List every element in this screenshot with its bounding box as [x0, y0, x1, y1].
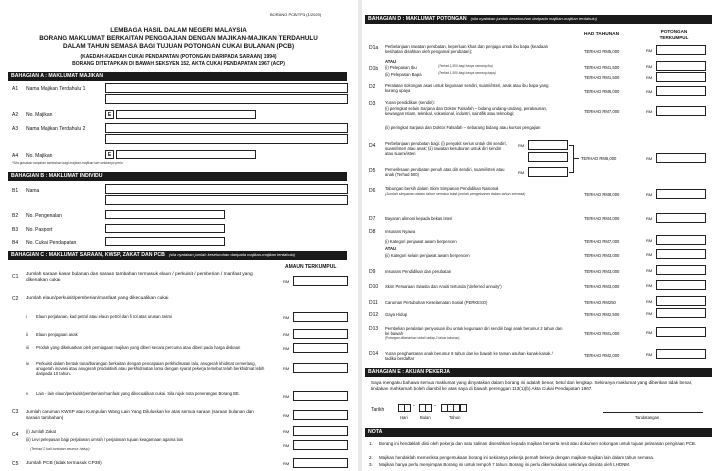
c2-iv-input[interactable]	[293, 363, 348, 373]
d9-limit: TERHAD RM3,000	[584, 269, 620, 274]
d3-limit: TERHAD RM7,000	[584, 109, 620, 114]
d6-num: D6	[369, 188, 376, 194]
c2-v-rm: RM	[283, 394, 290, 399]
d1b-ii-input[interactable]	[656, 72, 706, 82]
header-line3: DALAM TAHUN SEMASA BAGI TUJUAN POTONGAN CUKAI BULANAN (PCB)	[62, 43, 295, 50]
d12-rm: RM	[646, 311, 653, 316]
d12-label: Gaya Hidup	[385, 312, 408, 317]
d12-input[interactable]	[656, 308, 706, 318]
d12-num: D12	[369, 312, 379, 318]
c2-i-label: Elaun perjalanan, kad petrol atau elaun petrol dan fi tol atas urusan rasmi	[36, 314, 172, 319]
d10-input[interactable]	[656, 280, 706, 290]
a3-input-top[interactable]	[105, 123, 348, 133]
date-day-cells[interactable]	[398, 404, 410, 412]
b1-input-bottom[interactable]	[105, 195, 348, 205]
c5-rm: RM	[283, 461, 290, 466]
d1b-i-input[interactable]	[656, 61, 706, 71]
d1a-limit: TERHAD RM5,000	[584, 49, 620, 54]
a3-input-bottom[interactable]	[105, 134, 348, 144]
d5-label: Pemeriksaan perubatan penuh atas diri sendiri, suami/isteri atau anak (Terhad 500)	[385, 167, 505, 178]
d4-bracket-bottom	[569, 172, 574, 173]
c3-label: Jumlah caruman KWSP atau Kumpulan Wang Lain Yang Diluluskan ke atas semua saraan (saraan bulanan dan saraan tambahan)	[26, 409, 254, 420]
nota-item-3: Majikan hanya perlu menyimpan Borang ini untuk tempoh 7 tahun. Borang ini perlu dikemukakan sekiranya diminta oleh LHDNM.	[379, 462, 631, 467]
d7-limit: TERHAD RM4,000	[584, 216, 620, 221]
d13-rm: RM	[646, 330, 653, 335]
a4-input[interactable]	[116, 150, 256, 159]
a3-num: A3	[12, 126, 19, 132]
c2-ii-label: Elaun penjagaan anak	[36, 332, 78, 337]
a1-input-bottom[interactable]	[105, 94, 348, 104]
d9-rm: RM	[646, 268, 653, 273]
d14-label: Yuran penghantaran anak berumur 6 tahun dan ke bawah ke taman asuhan kanak-kanak / tadika berdaftar	[385, 351, 553, 362]
d9-label: Insurans Pendidikan dan perubatan	[385, 269, 452, 274]
d10-label: Skim Persaraan Swasta dan Anuiti tertunda ('deferred annuity')	[385, 284, 502, 289]
c2-i-input[interactable]	[293, 312, 348, 322]
d5-input[interactable]	[528, 167, 568, 177]
d8-label: Insurans Nyawa	[385, 229, 416, 234]
d1b-num: D1b	[369, 66, 379, 72]
c2-num: C2	[12, 296, 19, 302]
c4-i-input[interactable]	[293, 426, 348, 436]
c5-input[interactable]	[293, 458, 348, 468]
right-page	[363, 0, 720, 471]
c2-iii-input[interactable]	[293, 343, 348, 353]
c2-iii-num: iii	[26, 345, 29, 350]
d9-input[interactable]	[656, 265, 706, 275]
d4-total-input[interactable]	[656, 153, 706, 163]
d6-input[interactable]	[656, 189, 706, 199]
signature-line[interactable]	[603, 412, 703, 413]
section-c-header: BAHAGIAN C : MAKLUMAT SARAAN, KWSP, ZAKAT DAN PCB (sila nyatakan jumlah keseluruhan daripada majikan-majikan terdahulu)	[8, 251, 347, 260]
date-year-cells[interactable]	[441, 404, 466, 412]
d13-limit: TERHAD RM1,000	[584, 331, 620, 336]
c2-iv-rm: RM	[283, 366, 290, 371]
d2-label: Peralatan sokongan asas untuk kegunaan sendiri, suami/isteri, anak atau ibu bapa yang kurang upaya	[385, 83, 549, 94]
c2-v-num: v	[26, 391, 29, 396]
a4-label: No. Majikan	[26, 153, 53, 159]
d13-note: (Potongan dibenarkan sekali setiap 2 tahun taksiran)	[385, 336, 460, 340]
left-page	[0, 0, 357, 471]
d11-rm: RM	[646, 299, 653, 304]
d-col-limit: HAD TAHUNAN	[584, 32, 620, 37]
d3-label: Yuran pendidikan (sendiri):	[385, 100, 435, 105]
c4-ii-label: (ii) Levi pelepasan bagi perjalanan umrah / perjalanan tujuan keagamaan agama lain	[26, 437, 184, 442]
section-a-header: BAHAGIAN A : MAKLUMAT MAJIKAN	[8, 72, 347, 81]
c2-ii-rm: RM	[283, 332, 290, 337]
b2-num: B2	[12, 213, 19, 219]
c-amount-header: AMAUN TERKUMPUL	[285, 264, 337, 270]
b1-num: B1	[12, 188, 19, 194]
form-code: BORANG PCB/TP3 (1/2020)	[270, 12, 322, 17]
d5-num: D5	[369, 168, 376, 174]
d13-input[interactable]	[656, 327, 706, 337]
d4-i-input[interactable]	[528, 140, 568, 150]
c1-label: Jumlah saraan kasar bulanan dan saraan tambahan termasuk elaun / perkuisit / pemberian / manfaat yang dikenakan cukai	[26, 272, 253, 283]
d1b-i-label: (i) Pelepasan Ibu	[385, 65, 417, 70]
d1a-num: D1a	[369, 45, 379, 51]
d8-ii-input[interactable]	[656, 249, 706, 259]
d1b-i-rm: RM	[646, 64, 653, 69]
d6-label: Tabungan bersih dalam Skim Simpanan Pendidikan Nasional	[385, 186, 499, 191]
a4-prefix-cell: E	[105, 150, 114, 159]
a2-input[interactable]	[116, 110, 256, 119]
c4-ii-rm: RM	[283, 443, 290, 448]
c2-v-input[interactable]	[293, 391, 348, 401]
date-tahun: Tahun	[449, 415, 461, 420]
a1-num: A1	[12, 86, 19, 92]
d9-num: D9	[369, 269, 376, 275]
d10-limit: TERHAD RM3,000	[584, 284, 620, 289]
d10-num: D10	[369, 284, 379, 290]
c3-input[interactable]	[293, 410, 348, 420]
d8-num: D8	[369, 229, 376, 235]
d7-num: D7	[369, 216, 376, 222]
d1b-i-limit: TERHAD RM1,500	[584, 65, 620, 70]
a2-label: No. Majikan	[26, 112, 53, 118]
nota-header: NOTA	[365, 428, 712, 437]
section-e-header: BAHAGIAN E : AKUAN PEKERJA	[365, 368, 712, 377]
d8-ii-limit: TERHAD RM3,000	[584, 253, 620, 258]
header-line5: BORANG DITETAPKAN DI BAWAH SEKSYEN 152, AKTA CUKAI PENDAPATAN 1967 (ACP)	[72, 61, 285, 67]
nota-item-1: Borang ini hendaklah diisi oleh pekerja dan satu salinan diserahkan kepada majikan berserta resit atau dokumen sokongan untuk tujuan pelarasan pengiraan PCB.	[379, 441, 697, 446]
d5-rm: RM	[518, 170, 525, 175]
d13-label: Pembelian peralatan penyusuan ibu untuk kegunaan diri sendiri bagi anak berumur 2 tahun dan ke bawah	[385, 326, 563, 337]
d4-bracket-top	[569, 145, 574, 146]
c1-input[interactable]	[293, 276, 348, 286]
header-line4: (KAEDAH-KAEDAH CUKAI PENDAPATAN (POTONGAN DARIPADA SARAAN) 1994)	[80, 54, 277, 60]
d10-rm: RM	[646, 283, 653, 288]
d1a-rm: RM	[646, 48, 653, 53]
d1b-ii-limit: TERHAD RM1,500	[584, 75, 620, 80]
d1a-input[interactable]	[656, 45, 706, 55]
c3-num: C3	[12, 409, 19, 415]
c2-i-rm: RM	[283, 315, 290, 320]
nota-1-num: 1.	[369, 441, 373, 446]
section-a-note: *Sila gunakan lampiran tambahan bagi majikan-majikan lain sekiranya perlu	[12, 161, 123, 165]
d8-atau: ATAU	[385, 246, 397, 251]
d-col-amount: POTONGAN TERKUMPUL	[659, 29, 689, 40]
d8-i-limit: TERHAD RM7,000	[584, 239, 620, 244]
c2-iii-label: Produk yang dikeluarkan oleh perniagaan majikan yang diberi secara percuma atau diberi pada harga diskaun	[36, 345, 241, 350]
header-line1: LEMBAGA HASIL DALAM NEGERI MALAYSIA	[110, 27, 247, 34]
d1b-ii-rm: RM	[646, 75, 653, 80]
b1-input-top[interactable]	[105, 184, 348, 194]
section-b-header: BAHAGIAN B : MAKLUMAT INDIVIDU	[8, 172, 347, 181]
header-line2: BORANG MAKLUMAT BERKAITAN PENGGAJIAN DENGAN MAJIKAN-MAJIKAN TERDAHULU	[39, 35, 318, 42]
d3-sub1: (i) peringkat selain Sarjana dan Doktor Falsafah – bidang undang-undang, perakaunan, kewangan Islam, teknikal, vokasional, industri, saintifik atau teknologi;	[385, 106, 548, 117]
b3-num: B3	[12, 227, 19, 233]
nota-3-num: 3.	[369, 462, 373, 467]
d6-limit: TERHAD RM8,000	[584, 192, 620, 197]
d11-label: Caruman Pertubuhan Keselamatan Sosial (PERKESO)	[385, 300, 488, 305]
b2-input[interactable]	[105, 210, 225, 219]
a4-num: A4	[12, 153, 19, 159]
d3-num: D3	[369, 101, 376, 107]
c4-i-label: (i) Jumlah Zakat	[26, 429, 57, 434]
c2-ii-input[interactable]	[293, 329, 348, 339]
c4-i-rm: RM	[283, 429, 290, 434]
c2-v-label: Lain - lain elaun/perkuisit/pemberian/manfaat yang dikecualikan cukai. Sila rujuk nota penerangan Borang BE.	[36, 391, 240, 396]
d12-limit: TERHAD RM2,500	[584, 312, 620, 317]
a1-label: Nama Majikan Terdahulu 1	[26, 86, 86, 92]
d7-input[interactable]	[656, 213, 706, 223]
date-sep-2: -	[434, 403, 436, 409]
date-sep-1: -	[413, 403, 415, 409]
d1-atau: ATAU	[385, 59, 397, 64]
d1b-ii-note: (Terhad 1,500 bagi hanya seorang bapa)	[438, 71, 496, 75]
c1-num: C1	[12, 274, 19, 280]
d13-num: D13	[369, 326, 379, 332]
d3-input[interactable]	[656, 106, 706, 116]
d4-label: Perbelanjaan perubatan bagi: (i) penyakit serius untuk diri sendiri, suami/isteri atau anak; (ii) rawatan kesuburan untuk diri sendiri atau suami/isteri	[385, 141, 507, 157]
c2-iv-label: Perkuisit dalam bentuk tunai/barangan berkaitan dengan pencapaian perkhidmatan lalu, anugerah khidmat cemerlang, anugerah inovasi atau anugerah produktiviti atau perkhidmatan lama dengan syarat pekerja tersebut telah berkhidmat lebih daripada 10 tahun.	[36, 361, 265, 377]
d2-num: D2	[369, 84, 376, 90]
b1-label: Nama	[26, 188, 40, 194]
c5-num: C5	[12, 461, 19, 467]
b3-input[interactable]	[105, 224, 225, 233]
a2-num: A2	[12, 112, 19, 118]
c2-iii-rm: RM	[283, 346, 290, 351]
d11-input[interactable]	[656, 296, 706, 306]
d4-rm: RM	[518, 143, 525, 148]
d4-num: D4	[369, 143, 376, 149]
d11-limit: TERHAD RM250	[584, 300, 616, 305]
c4-ii-input[interactable]	[293, 440, 348, 450]
c1-rm: RM	[283, 279, 290, 284]
c2-iv-num: iv	[26, 361, 30, 366]
date-hari: Hari	[400, 415, 408, 420]
d8-i-input[interactable]	[656, 235, 706, 245]
c2-label: Jumlah elaun/perkuisit/pemberian/manfaat yang dikecualikan cukai	[26, 296, 169, 301]
b3-label: No. Pasport	[26, 227, 53, 233]
d8-ii-rm: RM	[646, 252, 653, 257]
d2-input[interactable]	[656, 86, 706, 96]
page-divider	[358, 0, 362, 471]
date-bulan: Bulan	[420, 415, 431, 420]
b4-num: B4	[12, 240, 19, 246]
d8-i-rm: RM	[646, 238, 653, 243]
date-label: Tarikh	[371, 407, 385, 413]
c2-ii-num: ii	[26, 332, 28, 337]
c5-label: Jumlah PCB (tidak termasuk CP38)	[26, 461, 102, 466]
d7-label: Bayaran alimoni kepada bekas isteri	[385, 216, 453, 221]
a2-prefix-cell: E	[105, 110, 114, 119]
d6-sub: (Jumlah simpanan dalam tahun semasa tolak jumlah pengeluaran dalam tahun semasa)	[385, 192, 526, 196]
date-month-cells[interactable]	[419, 404, 431, 412]
d1b-ii-label: (ii) Pelepasan Bapa	[385, 72, 422, 77]
d8-ii-label: (ii) Kategori selain penjawat awam berpencen	[385, 253, 470, 258]
d4-limit: TERHAD RM6,000	[581, 156, 617, 161]
d7-rm: RM	[646, 216, 653, 221]
d14-rm: RM	[646, 352, 653, 357]
d14-limit: TERHAD RM2,000	[584, 353, 620, 358]
d1b-i-note: (Terhad 1,500 bagi hanya seorang ibu)	[438, 64, 493, 68]
d8-i-label: (i) Kategori penjawat awam berpencen	[385, 239, 457, 244]
b4-label: No. Cukai Pendapatan	[26, 240, 77, 246]
d2-rm: RM	[646, 89, 653, 94]
d6-rm: RM	[646, 192, 653, 197]
d4-total-rm: RM	[646, 156, 653, 161]
a3-label: Nama Majikan Terdahulu 2	[26, 126, 86, 132]
section-d-header: BAHAGIAN D : MAKLUMAT POTONGAN (sila nyatakan jumlah keseluruhan daripada majikan-majikan terdahulu)	[365, 15, 712, 24]
d1a-label: Perbelanjaan rawatan perubatan, keperluan khas dan penjaga untuk ibu bapa (keadaan kesihatan disahkan oleh pengamal perubatan);	[385, 44, 548, 55]
signature-label: Tandatangan	[635, 415, 660, 420]
b4-input[interactable]	[105, 237, 225, 246]
d14-input[interactable]	[656, 349, 706, 359]
d14-num: D14	[369, 351, 379, 357]
c4-ii-note: (Terhad 2 kali tuntutan seumur hidup)	[30, 447, 90, 451]
d3-rm: RM	[646, 109, 653, 114]
d2-limit: TERHAD RM6,000	[584, 89, 620, 94]
c2-i-num: i	[26, 314, 27, 319]
c3-rm: RM	[283, 413, 290, 418]
d11-num: D11	[369, 300, 378, 306]
section-e-text: Saya mengaku bahawa semua maklumat yang dinyatakan dalam borang ini adalah benar, betul dan lengkap. Sekiranya maklumat yang diberikan tidak benar, tindakan mahkamah boleh diambil ke atas saya di bawah perenggan 113(1)(b) Akta Cukai Pendapatan 1967.	[371, 380, 693, 391]
b2-label: No. Pengenalan	[26, 213, 62, 219]
a1-input-top[interactable]	[105, 83, 348, 93]
nota-item-2: Majikan hendaklah memeriksa pengemukaan borang ini sekiranya pekerja pernah bekerja dengan majikan-majikan lain dalam tahun semasa.	[379, 455, 655, 460]
c4-num: C4	[12, 432, 19, 438]
nota-2-num: 2.	[369, 455, 373, 460]
d4-ii-input[interactable]	[528, 152, 568, 162]
d4-bracket-mid	[573, 158, 579, 159]
d3-sub2: (ii) peringkat Sarjana dan Doktor Falsafah – sebarang bidang atau kursus pengajian	[385, 125, 541, 130]
